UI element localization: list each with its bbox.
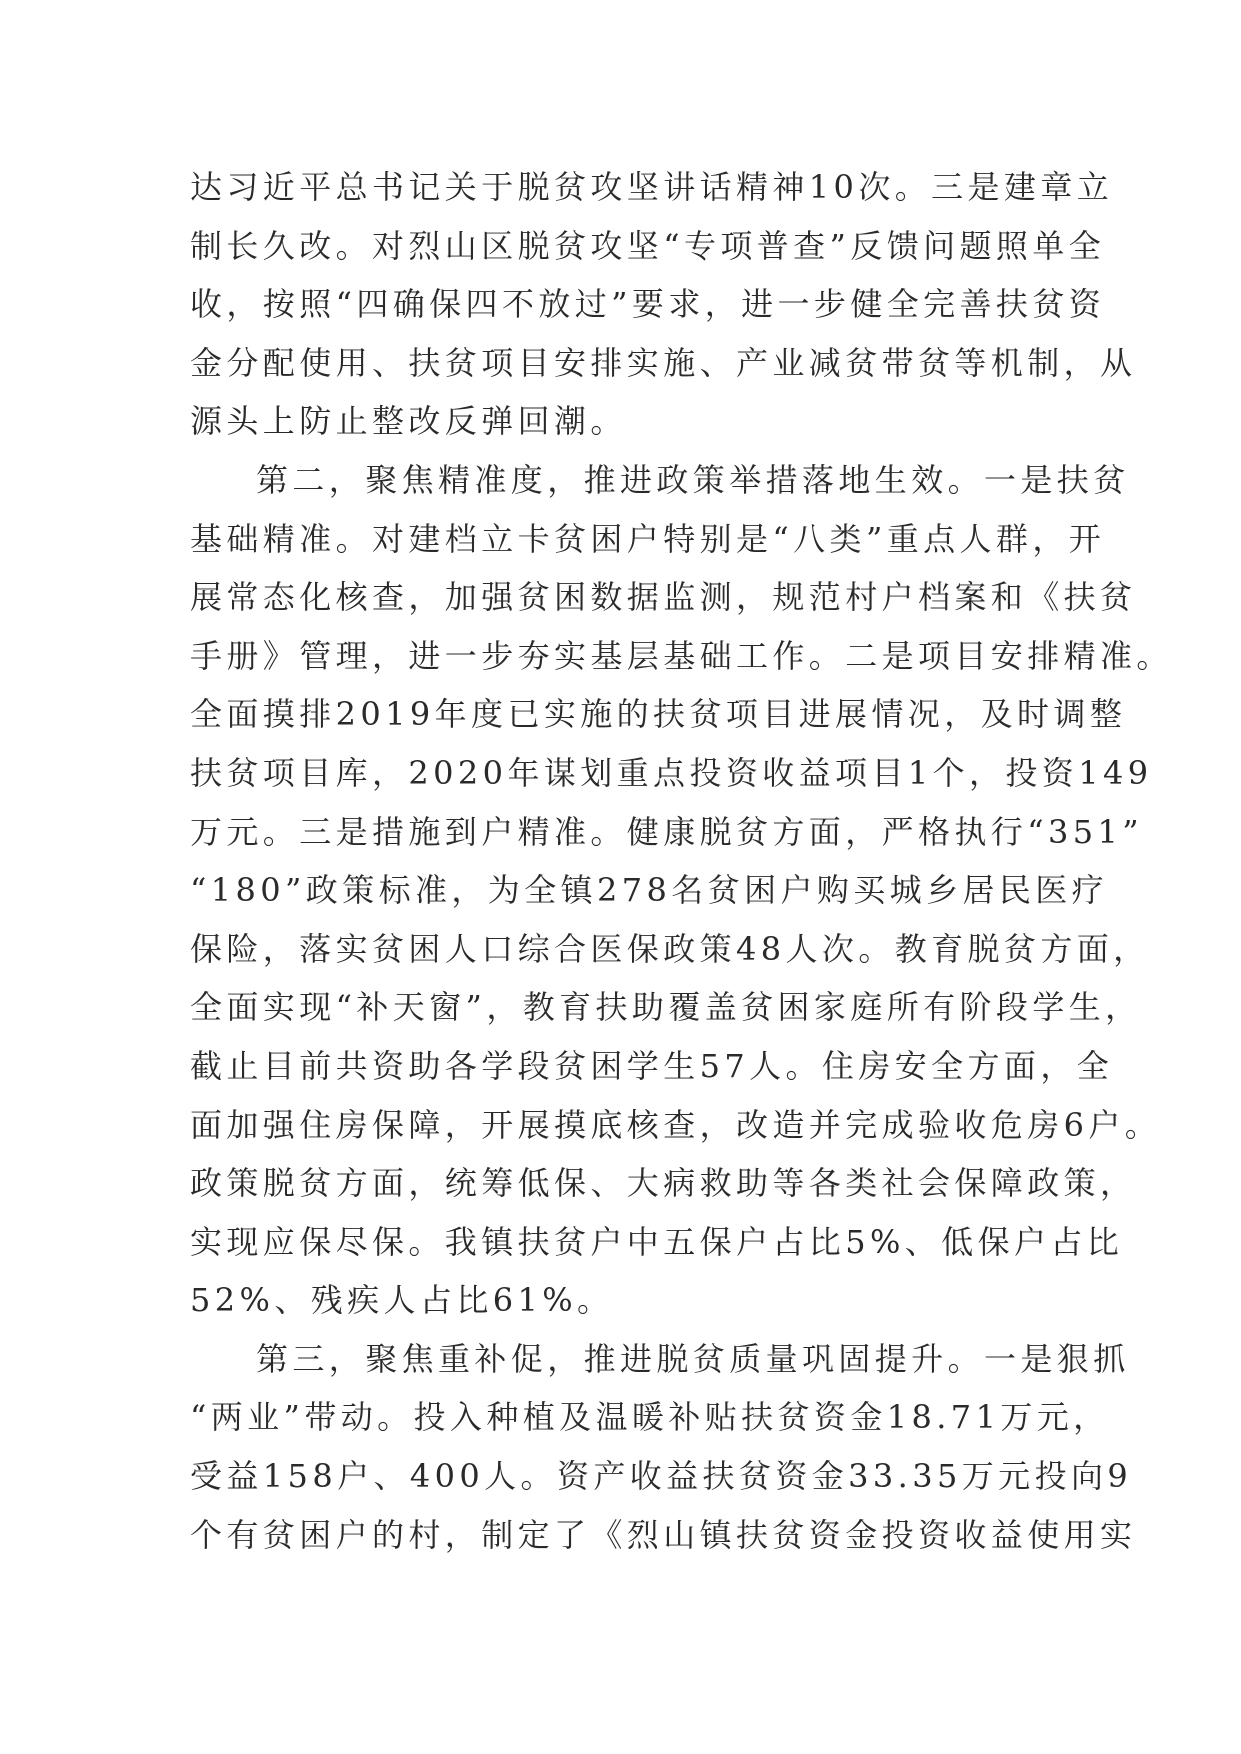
text-line: “两业”带动。投入种植及温暖补贴扶贫资金18.71万元， — [190, 1398, 1110, 1437]
text-line: 手册》管理，进一步夯实基层基础工作。二是项目安排精准。 — [190, 636, 1173, 675]
text-line: 源头上防止整改反弹回潮。 — [190, 402, 627, 441]
text-line: “180”政策标准，为全镇278名贫困户购买城乡居民医疗 — [190, 871, 1109, 910]
text-line: 保险，落实贫困人口综合医保政策48人次。教育脱贫方面， — [190, 929, 1150, 968]
text-line: 全面摸排2019年度已实施的扶贫项目进展情况，及时调整 — [190, 695, 1127, 734]
text-line: 个有贫困户的村，制定了《烈山镇扶贫资金投资收益使用实 — [190, 1515, 1137, 1554]
text-line: 扶贫项目库，2020年谋划重点投资收益项目1个，投资149 — [190, 753, 1153, 792]
text-line: 全面实现“补天窗”，教育扶助覆盖贫困家庭所有阶段学生， — [190, 988, 1142, 1027]
text-line: 政策脱贫方面，统筹低保、大病救助等各类社会保障政策， — [190, 1164, 1137, 1203]
paragraph-first-line: 第二，聚焦精准度，推进政策举措落地生效。一是扶贫 — [256, 460, 1130, 499]
text-line: 52%、残疾人占比61%。 — [190, 1281, 614, 1320]
text-line: 受益158户、400人。资产收益扶贫资金33.35万元投向9 — [190, 1457, 1133, 1496]
text-line: 实现应保尽保。我镇扶贫户中五保户占比5%、低保户占比 — [190, 1222, 1124, 1261]
document-body — [190, 158, 1173, 1564]
text-line: 达习近平总书记关于脱贫攻坚讲话精神10次。三是建章立 — [190, 168, 1114, 206]
paragraph-first-line: 第三，聚焦重补促，推进脱贫质量巩固提升。一是狠抓 — [256, 1339, 1130, 1378]
text-line: 展常态化核查，加强贫困数据监测，规范村户档案和《扶贫 — [190, 578, 1137, 617]
text-line: 制长久改。对烈山区脱贫攻坚“专项普查”反馈问题照单全 — [190, 226, 1106, 265]
text-line: 收，按照“四确保四不放过”要求，进一步健全完善扶贫资 — [190, 285, 1106, 324]
text-line: 基础精准。对建档立卡贫困户特别是“八类”重点人群，开 — [190, 519, 1106, 558]
text-line: 截止目前共资助各学段贫困学生57人。住房安全方面，全 — [190, 1046, 1114, 1085]
text-line: 面加强住房保障，开展摸底核查，改造并完成验收危房6户。 — [190, 1105, 1162, 1144]
text-line: 万元。三是措施到户精准。健康脱贫方面，严格执行“351” — [190, 812, 1143, 851]
text-line: 金分配使用、扶贫项目安排实施、产业减贫带贫等机制，从 — [190, 343, 1137, 382]
